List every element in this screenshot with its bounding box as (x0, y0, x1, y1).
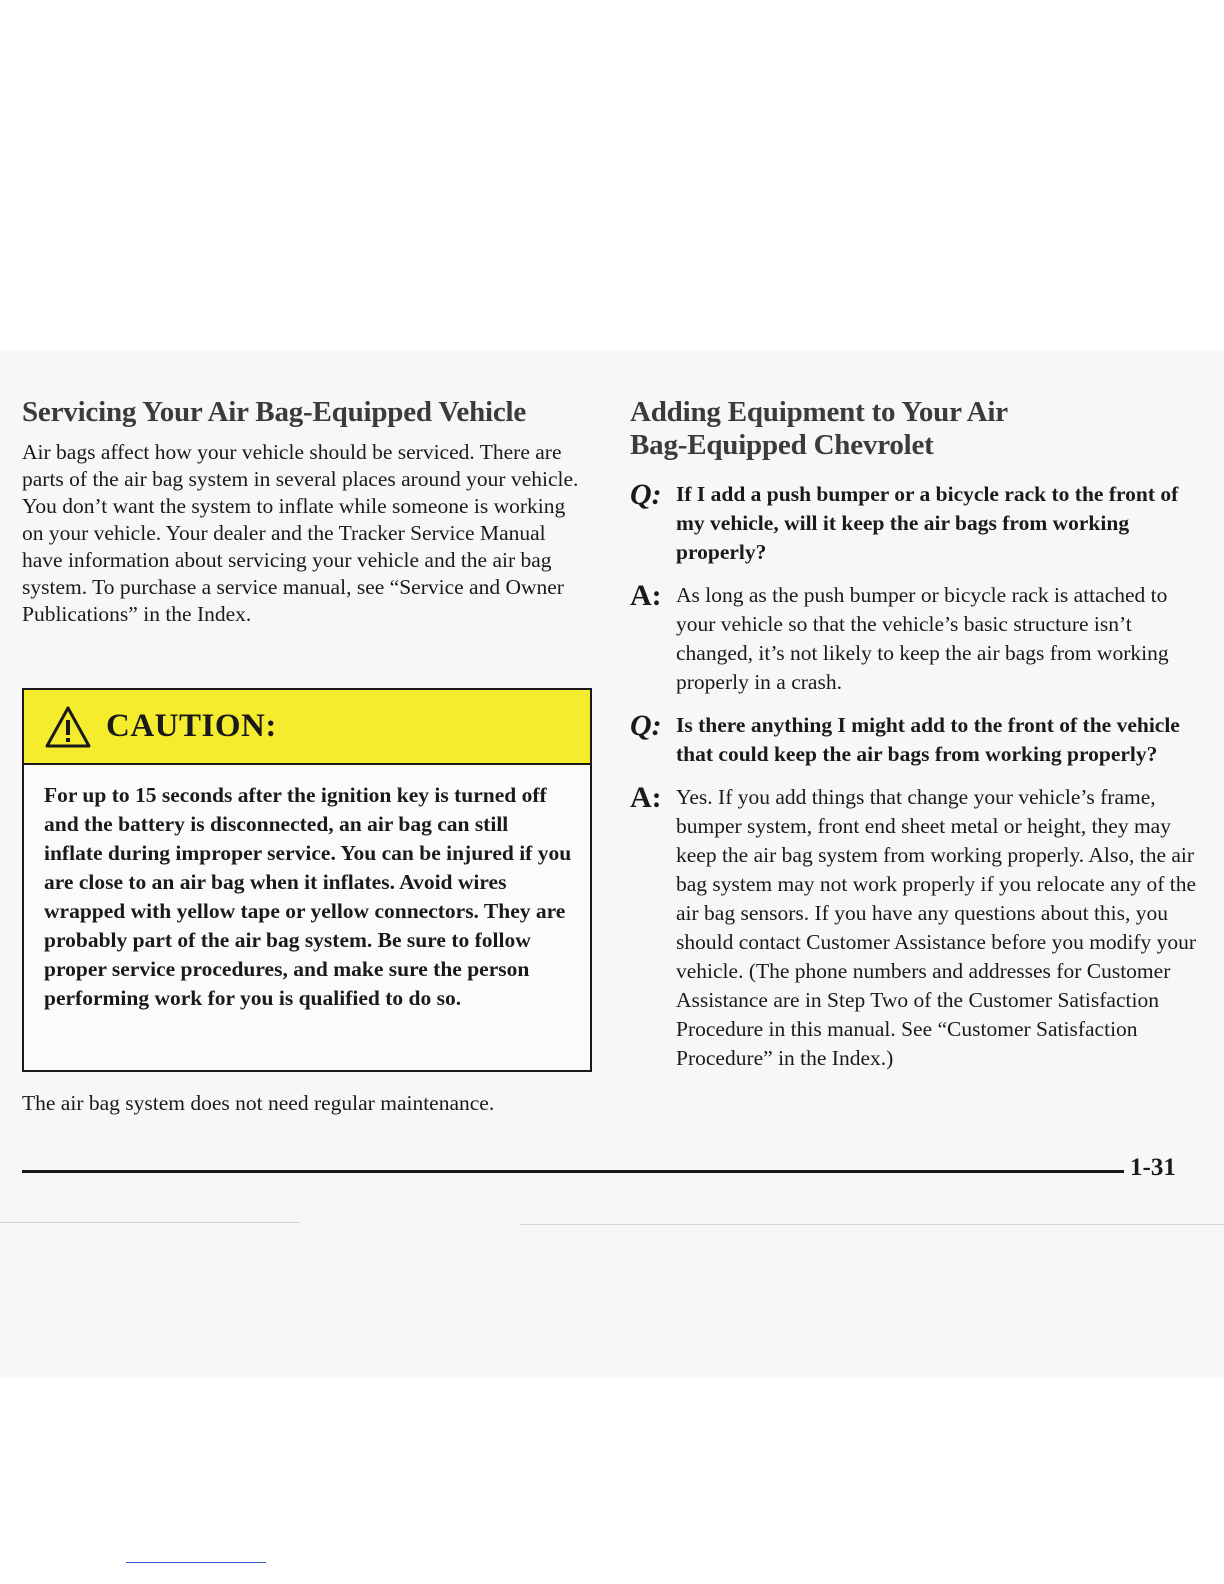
maintenance-note-container (22, 1090, 590, 1117)
answer-2 (630, 783, 1200, 1073)
warning-triangle-icon (44, 705, 92, 749)
caution-header (24, 690, 590, 765)
question-1 (630, 480, 1200, 567)
servicing-heading: Servicing Your Air Bag-Equipped Vehicle (22, 396, 527, 428)
question-label: Q: (630, 709, 662, 742)
answer-label: A: (630, 781, 662, 814)
page-number: 1-31 (1130, 1154, 1176, 1181)
answer-label: A: (630, 579, 662, 612)
scan-divider (520, 1224, 1224, 1225)
question-2 (630, 711, 1200, 769)
question-label: Q: (630, 478, 662, 511)
link-underline (126, 1562, 266, 1563)
caution-text: For up to 15 seconds after the ignition key is turned off and the battery is disconnected, an air bag can still inflate during improper service. You can be injured if you are close to an air bag when it inflates. Avoid wires wrapped with yellow tape or yellow connectors. They are probably part of the air bag system. Be sure to follow proper service procedures, and make sure the person performing work for you is qualified to do so. (44, 783, 572, 1010)
answer-text: As long as the push bumper or bicycle rack is attached to your vehicle so that the vehicle’s basic structure isn’t changed, it’s not likely to keep the air bags from working properly in a crash. (676, 583, 1169, 694)
answer-text: Yes. If you add things that change your vehicle’s frame, bumper system, front end sheet metal or height, they may keep the air bag system from working properly. Also, the air bag system may not work properly if you relocate any of the air bag sensors. If you have any questions about this, you should contact Customer Assistance before you modify your vehicle. (The phone numbers and addresses for Customer Assistance are in Step Two of the Customer Satisfaction Procedure in this manual. See “Customer Satisfaction Procedure” in the Index.) (676, 785, 1197, 1070)
adding-equipment-heading (630, 396, 1200, 462)
caution-box (22, 688, 592, 1072)
answer-1 (630, 581, 1200, 697)
right-column (630, 396, 1200, 1087)
heading-line-1: Adding Equipment to Your Air (630, 396, 1008, 428)
footer-rule (22, 1170, 1124, 1173)
maintenance-note: The air bag system does not need regular maintenance. (22, 1091, 495, 1115)
heading-line-2: Bag-Equipped Chevrolet (630, 429, 934, 461)
question-text: If I add a push bumper or a bicycle rack to the front of my vehicle, will it keep the air bags from working properly? (676, 482, 1179, 564)
question-text: Is there anything I might add to the front of the vehicle that could keep the air bags from working properly? (676, 713, 1180, 766)
left-column (22, 396, 590, 628)
servicing-paragraph: Air bags affect how your vehicle should be serviced. There are parts of the air bag system in several places around your vehicle. You don’t want the system to inflate while someone is working on your vehicle. Your dealer and the Tracker Service Manual have information about servicing your vehicle and the air bag system. To purchase a service manual, see “Service and Owner Publications” in the Index. (22, 440, 579, 626)
scan-divider (0, 1222, 300, 1223)
caution-title: CAUTION: (106, 708, 277, 744)
